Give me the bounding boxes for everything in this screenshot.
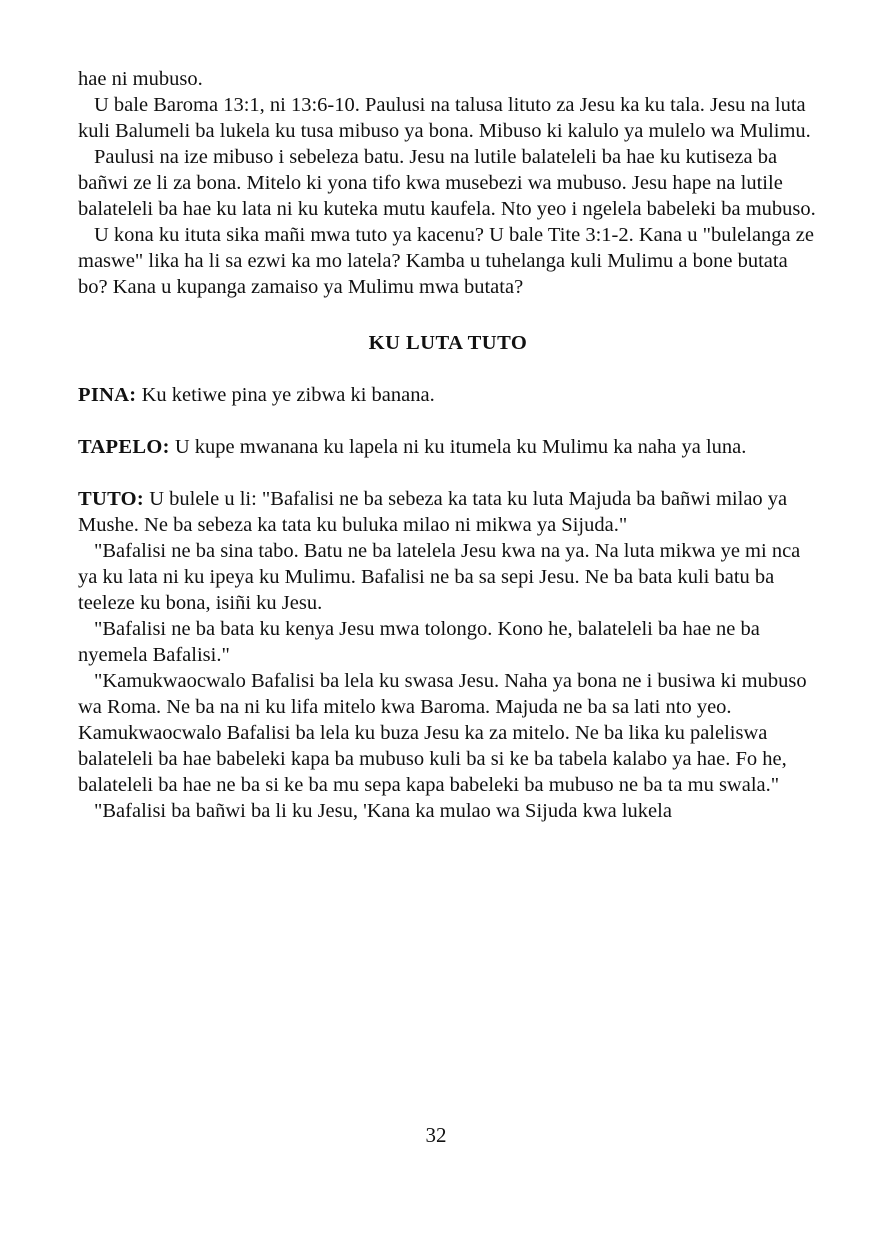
paragraph-baroma: U bale Baroma 13:1, ni 13:6-10. Paulusi na talusa lituto za Jesu ka ku tala. Jesu na luta kuli Balumeli ba lukela ku tusa mibuso ya bona. Mibuso ki kalulo ya mulelo wa Mulimu.	[78, 94, 811, 142]
tuto-label: TUTO:	[78, 488, 145, 510]
paragraph-bafalisi-tabo: "Bafalisi ne ba sina tabo. Batu ne ba latelela Jesu kwa na ya. Na luta mikwa ye mi nca ya ku lata ni ku ipeya ku Mulimu. Bafalisi ne ba sa sepi Jesu. Ne ba bata kuli batu ba teeleze ku bona, isiñi ku Jesu.	[78, 540, 801, 614]
paragraph-paulusi: Paulusi na ize mibuso i sebeleza batu. Jesu na lutile balateleli ba hae ku kutiseza ba bañwi ze li za bona. Mitelo ki yona tifo kwa musebezi wa mubuso. Jesu hape na lutile balateleli ba hae ku lata ni ku kuteka mutu kaufela. Nto yeo i ngelela babeleki ba mubuso.	[78, 146, 816, 220]
paragraph-kamukwaocwalo: "Kamukwaocwalo Bafalisi ba lela ku swasa Jesu. Naha ya bona ne i busiwa ki mubuso wa Roma. Ne ba na ni ku lifa mitelo kwa Baroma. Majuda ne ba sa lati nto yeo. Kamukwaocwalo Bafalisi ba lela ku buza Jesu ka za mitelo. Ne ba lika ku paleliswa balateleli ba hae babeleki kapa ba mubuso kuli ba si ke ba tabela kalabo ya hae. Fo he, balateleli ba hae ne ba si ke ba mu sepa kapa babeleki ba mubuso ne ba ta mu swala."	[78, 670, 807, 796]
pina-paragraph	[78, 382, 818, 408]
paragraph-bafalisi-tolongo: "Bafalisi ne ba bata ku kenya Jesu mwa tolongo. Kono he, balateleli ba hae ne ba nyemela Bafalisi."	[78, 618, 760, 666]
pina-label: PINA:	[78, 384, 137, 406]
tuto-text: U bulele u li: "Bafalisi ne ba sebeza ka tata ku luta Majuda ba bañwi milao ya Mushe. Ne ba sebeza ka tata ku buluka milao ni mikwa ya Sijuda."	[78, 488, 788, 536]
section-heading: KU LUTA TUTO	[368, 332, 528, 354]
document-body	[78, 66, 818, 824]
tapelo-text: U kupe mwanana ku lapela ni ku itumela ku Mulimu ka naha ya luna.	[174, 436, 747, 458]
pina-text: Ku ketiwe pina ye zibwa ki banana.	[141, 384, 435, 406]
tapelo-label: TAPELO:	[78, 436, 170, 458]
tapelo-paragraph	[78, 434, 818, 460]
paragraph-continuation: hae ni mubuso.	[78, 68, 203, 90]
page-number: 32	[425, 1123, 447, 1147]
tuto-paragraph	[78, 486, 818, 538]
paragraph-bafalisi-bañwi: "Bafalisi ba bañwi ba li ku Jesu, 'Kana ka mulao wa Sijuda kwa lukela	[94, 800, 672, 822]
paragraph-question: U kona ku ituta sika mañi mwa tuto ya kacenu? U bale Tite 3:1-2. Kana u "bulelanga ze maswe" lika ha li sa ezwi ka mo latela? Kamba u tuhelanga kuli Mulimu a bone butata bo? Kana u kupanga zamaiso ya Mulimu mwa butata?	[78, 224, 814, 298]
